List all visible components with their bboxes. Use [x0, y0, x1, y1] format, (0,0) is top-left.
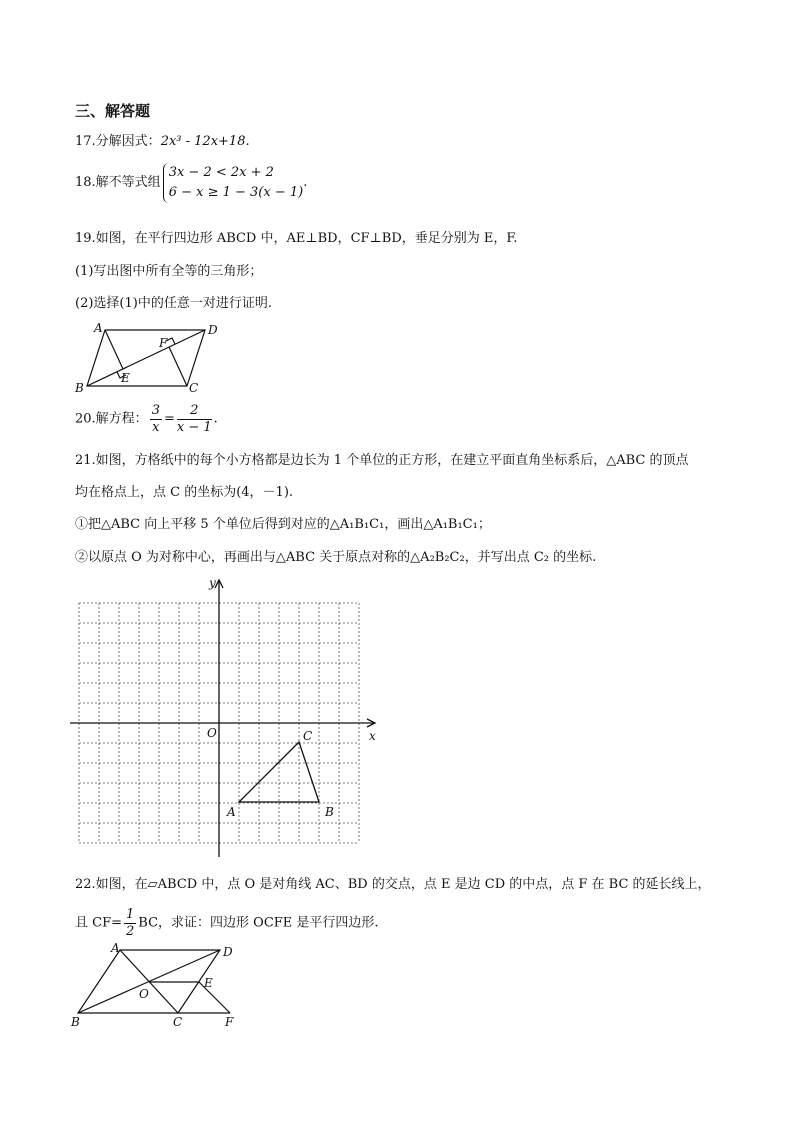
section-heading: 三、解答题	[75, 102, 151, 120]
q22-label-d: D	[223, 945, 233, 959]
q20-right-numerator: 2	[177, 403, 212, 420]
q21-item1: ①把△ABC 向上平移 5 个单位后得到对应的△A₁B₁C₁，画出△A₁B₁C₁；	[75, 517, 491, 532]
q19-label-d: D	[208, 323, 218, 337]
q17-prefix: 17.分解因式：	[75, 134, 161, 149]
q22-label-a: A	[111, 941, 120, 955]
q22-label-e: E	[204, 976, 213, 990]
inequality-1: 3x − 2 < 2x + 2	[168, 165, 274, 180]
coordinate-grid-figure	[65, 572, 385, 862]
q22-line2	[75, 907, 379, 940]
q22-line2-suffix: BC，求证：四边形 OCFE 是平行四边形.	[138, 915, 379, 931]
q17-expression: 2x³ - 12x+18	[160, 134, 246, 149]
q20-right-denominator: x − 1	[176, 420, 212, 435]
q22-line2-prefix: 且 CF=	[75, 915, 122, 931]
q20-left-fraction	[150, 403, 162, 436]
q22-label-b: B	[71, 1015, 80, 1029]
q21-line1: 21.如图，方格纸中的每个小方格都是边长为 1 个单位的正方形，在建立平面直角坐标系后，△ABC 的顶点	[75, 453, 689, 468]
question-17	[75, 133, 250, 151]
q18-suffix: .	[303, 175, 308, 190]
q21-label-c: C	[303, 729, 313, 743]
q22-line1: 22.如图，在▱ABCD 中，点 O 是对角线 AC、BD 的交点，点 E 是边 CD 的中点，点 F 在 BC 的延长线上，	[75, 877, 711, 892]
q22-label-o: O	[139, 987, 149, 1001]
q19-label-f: F	[159, 336, 168, 350]
x-axis-label: x	[369, 729, 376, 743]
q20-right-fraction	[177, 403, 212, 436]
q19-label-b: B	[75, 381, 84, 395]
q20-prefix: 20.解方程：	[75, 411, 148, 427]
q19-label-e: E	[121, 371, 130, 385]
q19-part2: (2)选择(1)中的任意一对进行证明.	[75, 296, 272, 311]
q19-parallelogram-figure	[70, 320, 230, 395]
q21-label-a: A	[227, 805, 236, 819]
q20-left-numerator: 3	[151, 403, 160, 418]
q21-item2: ②以原点 O 为对称中心，再画出与△ABC 关于原点对称的△A₂B₂C₂，并写出点 C₂ 的坐标.	[75, 550, 597, 565]
question-20	[75, 403, 218, 436]
q19-stem: 19.如图，在平行四边形 ABCD 中，AE⊥BD，CF⊥BD，垂足分别为 E，F.	[75, 231, 518, 246]
q17-suffix: .	[245, 134, 250, 149]
q18-prefix: 18.解不等式组	[75, 175, 161, 190]
q21-label-b: B	[325, 805, 334, 819]
origin-label: O	[207, 726, 217, 740]
q22-label-c: C	[173, 1015, 183, 1029]
q19-label-c: C	[189, 381, 199, 395]
inequality-2: 6 − x ≥ 1 − 3(x − 1)	[168, 185, 304, 200]
q22-parallelogram-figure	[65, 940, 255, 1035]
question-18	[75, 163, 307, 203]
y-axis-label: y	[209, 576, 216, 590]
q22-half-fraction	[124, 907, 136, 940]
q20-left-denominator: x	[152, 420, 160, 435]
q19-label-a: A	[94, 321, 103, 335]
q21-line2: 均在格点上，点 C 的坐标为(4，－1).	[75, 485, 294, 500]
q19-part1: (1)写出图中所有全等的三角形；	[75, 264, 263, 279]
q22-label-f: F	[225, 1015, 234, 1029]
q20-equals: =	[163, 411, 175, 427]
q20-suffix: .	[213, 411, 218, 427]
inequality-system	[163, 163, 304, 203]
q22-fraction-numerator: 1	[126, 907, 135, 922]
q22-fraction-denominator: 2	[126, 924, 135, 939]
